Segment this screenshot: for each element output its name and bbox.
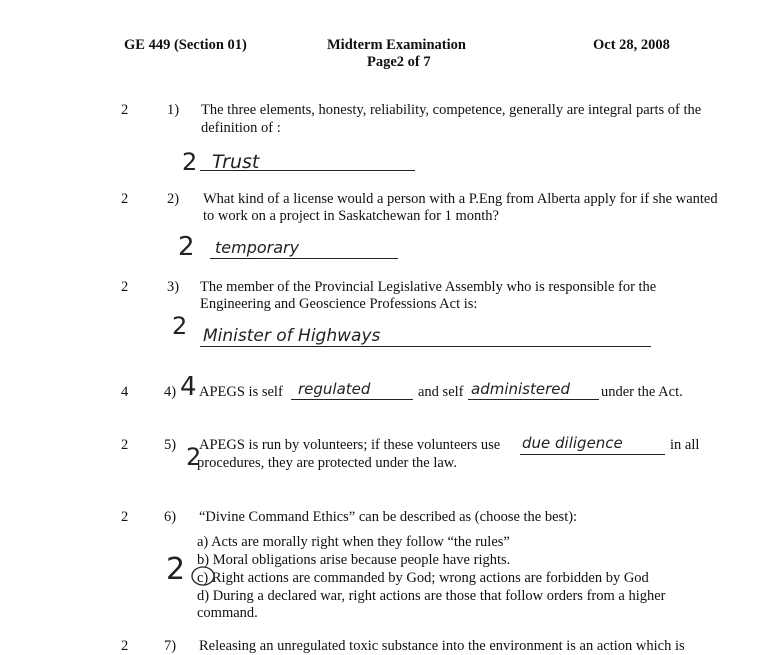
question-number: 2)	[167, 191, 180, 207]
question-marks: 2	[121, 638, 129, 654]
handwritten-answer: Trust	[212, 151, 260, 173]
question-text-line: The three elements, honesty, reliability, competence, generally are integral parts of the	[201, 102, 702, 118]
question-marks: 2	[121, 102, 129, 118]
answer-circle-mark	[190, 565, 216, 587]
option-c: c) Right actions are commanded by God; wrong actions are forbidden by God	[197, 570, 649, 586]
answer-line	[520, 454, 665, 455]
handwritten-answer: temporary	[215, 238, 300, 257]
question-text-line: definition of :	[201, 120, 281, 136]
question-text-line: procedures, they are protected under the law.	[197, 455, 457, 471]
answer-line	[468, 399, 599, 400]
handwritten-answer: due diligence	[522, 434, 623, 452]
answer-line	[291, 399, 413, 400]
question-number: 7)	[164, 638, 177, 654]
question-number: 3)	[167, 279, 180, 295]
answer-line	[200, 346, 651, 347]
exam-title: Midterm Examination	[327, 37, 466, 53]
question-text-part: APEGS is self	[199, 384, 283, 400]
question-text-part: under the Act.	[601, 384, 683, 400]
handwritten-score: 4	[180, 372, 197, 402]
question-marks: 2	[121, 191, 129, 207]
question-text-line: What kind of a license would a person with a P.Eng from Alberta apply for if she wanted	[203, 191, 718, 207]
question-text-line: APEGS is run by volunteers; if these volunteers use	[199, 437, 501, 453]
handwritten-answer: regulated	[298, 380, 371, 398]
exam-date: Oct 28, 2008	[593, 37, 670, 53]
option-d-continued: command.	[197, 605, 258, 621]
question-marks: 2	[121, 279, 129, 295]
question-marks: 4	[121, 384, 129, 400]
question-text-line: Engineering and Geoscience Professions Act is:	[200, 296, 478, 312]
page-number: Page2 of 7	[367, 54, 431, 70]
question-text-part: and self	[418, 384, 464, 400]
question-text-line: to work on a project in Saskatchewan for 1 month?	[203, 208, 499, 224]
question-text-line: Releasing an unregulated toxic substance into the environment is an action which is	[199, 638, 685, 654]
handwritten-score: 2	[182, 148, 198, 176]
question-number: 4)	[164, 384, 177, 400]
question-number: 6)	[164, 509, 177, 525]
question-marks: 2	[121, 509, 129, 525]
question-marks: 2	[121, 437, 129, 453]
option-d: d) During a declared war, right actions are those that follow orders from a higher	[197, 588, 666, 604]
handwritten-score: 2	[166, 552, 186, 587]
question-text-line: in all	[670, 437, 700, 453]
question-text-line: The member of the Provincial Legislative Assembly who is responsible for the	[200, 279, 657, 295]
handwritten-score: 2	[172, 312, 188, 340]
question-text-line: “Divine Command Ethics” can be described as (choose the best):	[199, 509, 578, 525]
question-number: 1)	[167, 102, 180, 118]
answer-line	[200, 170, 415, 171]
handwritten-score: 2	[186, 443, 202, 471]
handwritten-answer: Minister of Highways	[203, 326, 381, 346]
answer-line	[210, 258, 398, 259]
course-code: GE 449 (Section 01)	[124, 37, 247, 53]
question-number: 5)	[164, 437, 177, 453]
handwritten-answer: administered	[471, 380, 571, 398]
option-b: b) Moral obligations arise because people have rights.	[197, 552, 511, 568]
option-a: a) Acts are morally right when they follow “the rules”	[197, 534, 510, 550]
handwritten-score: 2	[178, 232, 195, 262]
